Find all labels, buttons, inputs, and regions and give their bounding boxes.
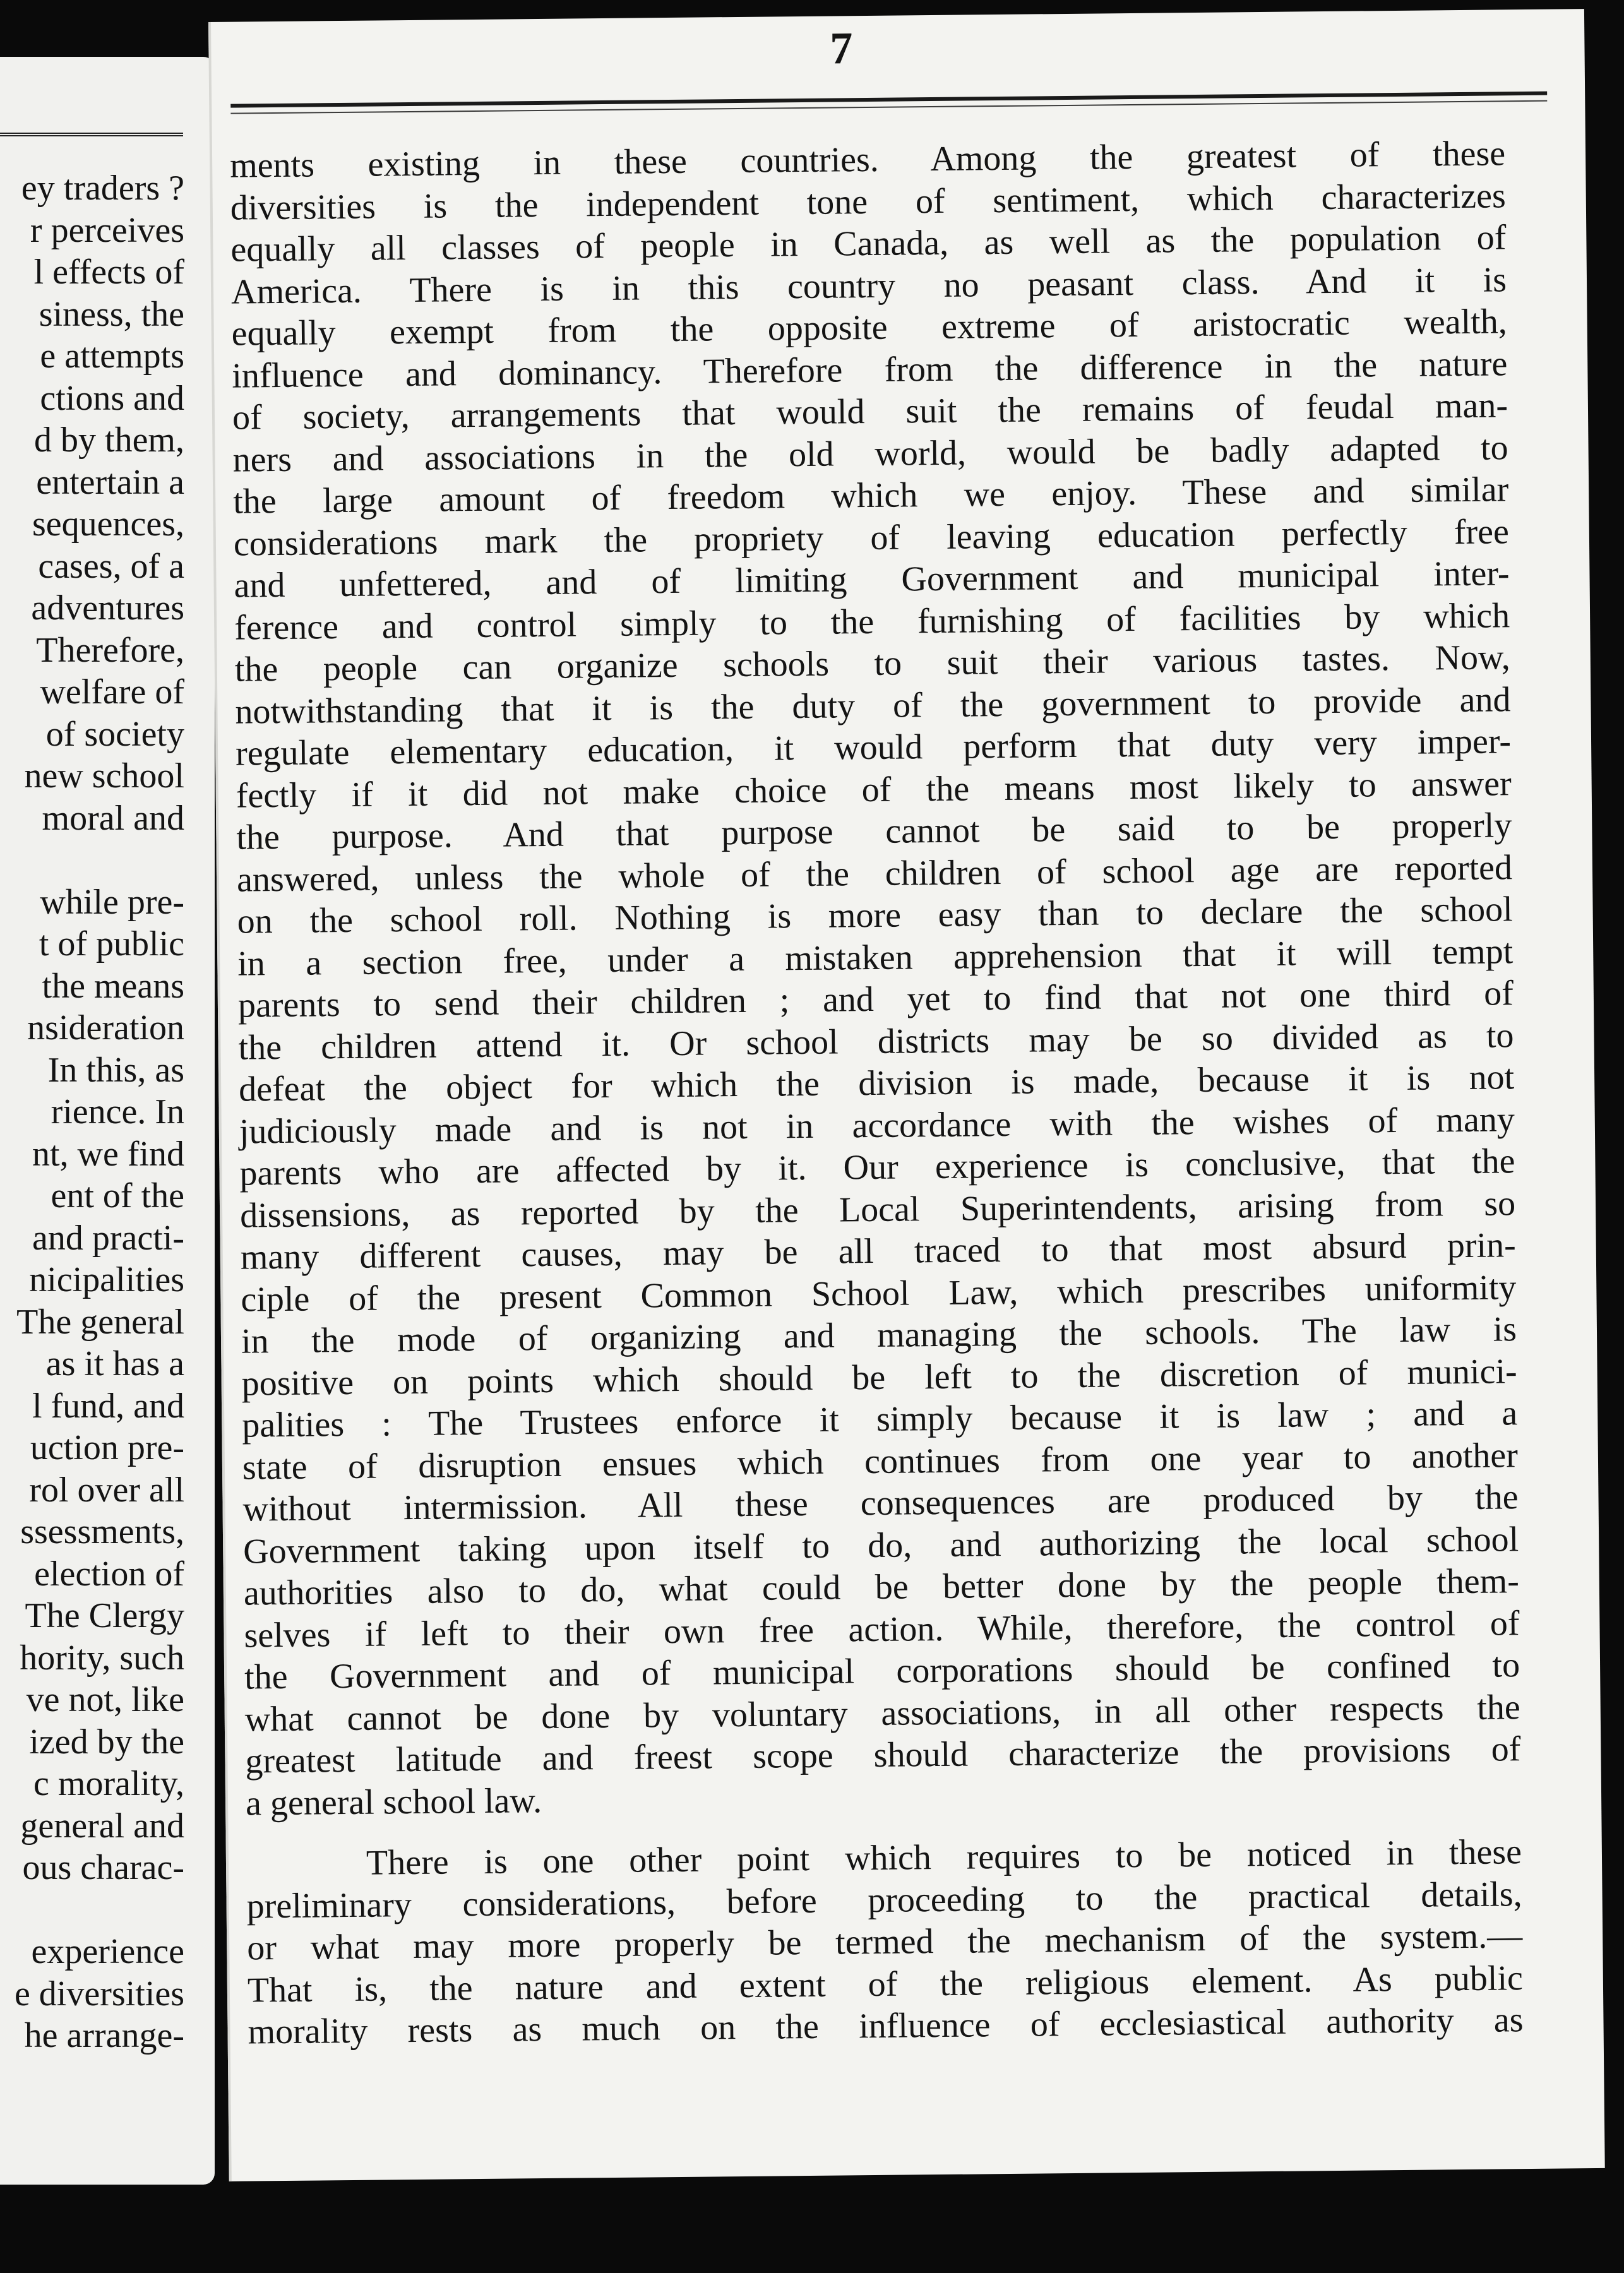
text-line: and unfettered, and of limiting Government and municipal inter- [234,554,1510,606]
text-line: considerations mark the propriety of leaving education perfectly free [233,511,1510,564]
text-line: morality rests as much on the influence of ecclesiastical authority as [248,2000,1524,2052]
text-line: what cannot be done by voluntary associations, in all other respects the [244,1687,1521,1739]
facing-page-line: ve not, like [26,1680,184,1719]
text-line: ference and control simply to the furnishing of facilities by which [234,595,1510,648]
facing-page-fragment [0,57,215,2185]
text-line: the children attend it. Or school districts may be so divided as to [238,1015,1514,1068]
facing-page-line: as it has a [45,1344,184,1383]
text-line: regulate elementary education, it would perform that duty very imper- [235,722,1512,773]
text-line: state of disruption ensues which continues from one year to another [242,1435,1519,1488]
facing-page-line: rol over all [29,1470,184,1510]
facing-page-line: entertain a [36,462,184,502]
facing-page-line: e attempts [40,337,184,376]
facing-page-line: general and [20,1806,184,1846]
text-line: Government taking upon itself to do, and authorizing the local school [242,1519,1519,1572]
facing-page-line: t of public [39,924,184,963]
text-line: greatest latitude and freest scope should characterize the provisions of [245,1729,1521,1781]
facing-page-line: l fund, and [32,1386,184,1426]
text-line: of society, arrangements that would suit the remains of feudal man- [232,386,1508,438]
text-line: without intermission. All these consequences are produced by the [242,1477,1519,1529]
text-line: the large amount of freedom which we enjoy. These and similar [232,470,1509,522]
text-line: fectly if it did not make choice of the means most likely to answer [236,763,1512,816]
text-line: ments existing in these countries. Among the greatest of these [229,134,1506,186]
text-line: parents to send their children ; and yet to find that not one third of [237,974,1514,1025]
text-line: positive on points which should be left to the discretion of munici- [241,1351,1517,1404]
facing-page-line: hority, such [20,1638,184,1678]
facing-page-line: nsideration [27,1008,184,1047]
text-line: There is one other point which requires to be noticed in these [366,1832,1522,1883]
facing-page-line: siness, the [39,294,184,334]
text-line: dissensions, as reported by the Local Superintendents, arising from so [239,1183,1516,1236]
facing-page-line: ized by the [29,1722,184,1762]
text-line: That is, the nature and extent of the religious element. As public [247,1958,1524,2010]
text-line: or what may more properly be termed the mechanism of the system.— [246,1916,1523,1968]
facing-page-line: ent of the [51,1176,184,1215]
facing-page-line: of society [45,714,184,754]
text-line: answered, unless the whole of the children of school age are reported [236,847,1513,900]
facing-page-line: ssessments, [20,1512,184,1551]
text-line: parents who are affected by it. Our experience is conclusive, that the [239,1142,1515,1193]
text-line: America. There is in this country no peasant class. And it is [230,260,1507,312]
text-line: the purpose. And that purpose cannot be said to be properly [236,806,1512,857]
text-line: equally exempt from the opposite extreme of aristocratic wealth, [231,302,1507,354]
facing-page-line: The Clergy [25,1596,184,1635]
facing-page-line: welfare of [40,672,184,712]
facing-page-line: nicipalities [29,1260,184,1299]
facing-page-line: Therefore, [36,630,184,670]
header-rule [230,92,1547,108]
text-line: in a section free, under a mistaken apprehension that it will tempt [237,931,1514,984]
text-line: defeat the object for which the division is made, because it is not [238,1058,1515,1109]
facing-page-line: In this, as [47,1050,184,1090]
facing-page-line: he arrange- [24,2016,184,2055]
facing-page-line: election of [34,1554,184,1594]
text-line: selves if left to their own free action. While, therefore, the control of [244,1603,1520,1656]
facing-page-line: ctions and [40,378,184,418]
text-line: many different causes, may be all traced to that most absurd prin- [240,1226,1516,1277]
text-line: preliminary considerations, before proceeding to the practical details, [246,1874,1522,1926]
facing-page-line: cases, of a [38,546,184,586]
page-number: 7 [830,23,853,74]
text-line: ners and associations in the old world, would be badly adapted to [232,427,1508,480]
text-line: in the mode of organizing and managing the schools. The law is [241,1310,1517,1361]
facing-page-line: sequences, [32,504,184,544]
text-line: influence and dominancy. Therefore from the difference in the nature [232,343,1508,396]
text-line: palities : The Trustees enforce it simply because it is law ; and a [242,1393,1518,1445]
text-line: the Government and of municipal corporations should be confined to [244,1645,1520,1697]
text-line: a general school law. [245,1781,542,1823]
facing-page-line: d by them, [34,421,184,460]
body-text [230,133,1524,2053]
main-page [208,9,1605,2181]
facing-page-line: the means [42,966,184,1006]
text-line: notwithstanding that it is the duty of the government to provide and [235,679,1511,732]
facing-page-line: moral and [42,798,184,838]
facing-page-line: ous charac- [22,1848,184,1887]
text-line: on the school roll. Nothing is more easy than to declare the school [237,890,1513,941]
facing-page-line: new school [24,756,184,796]
facing-page-line: rience. In [51,1092,184,1131]
facing-page-line: uction pre- [30,1428,184,1467]
text-line: ciple of the present Common School Law, which prescribes uniformity [241,1267,1517,1320]
facing-page-line: experience [31,1932,184,1971]
text-line: the people can organize schools to suit their various tastes. Now, [234,638,1511,689]
facing-page-line: e diversities [14,1974,184,2013]
facing-page-line: adventures [31,588,184,628]
facing-page-line: nt, we find [32,1134,184,1174]
text-line: authorities also to do, what could be better done by the people them- [243,1561,1520,1613]
facing-page-line: l effects of [33,253,184,292]
facing-page-line [15,1889,184,1931]
text-line: equally all classes of people in Canada, as well as the population of [230,218,1507,270]
facing-page-rule [0,133,183,136]
facing-page-line [15,839,184,881]
facing-page-line: ey traders ? [21,169,184,208]
facing-page-text [15,167,184,2057]
facing-page-line: and practi- [32,1218,184,1258]
text-line: diversities is the independent tone of sentiment, which characterizes [230,176,1507,228]
facing-page-line: c morality, [33,1764,184,1803]
text-line: judiciously made and is not in accordance with the wishes of many [239,1099,1515,1152]
paragraph-2 [246,1831,1524,2053]
facing-page-line: r perceives [30,210,184,250]
paragraph-1 [230,133,1521,1824]
facing-page-line: while pre- [40,882,184,922]
facing-page-line: The general [16,1302,184,1342]
